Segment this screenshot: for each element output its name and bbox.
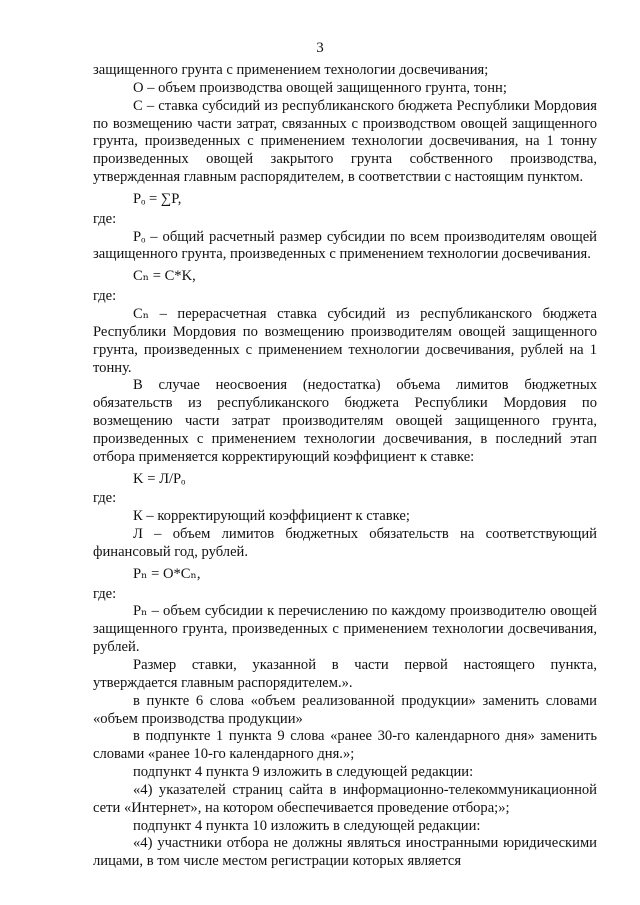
paragraph-rate-approval: Размер ставки, указанной в части первой настоящего пункта, утверждается главным распорядителем.». [93,657,597,691]
paragraph-definition-cn: Cₙ – перерасчетная ставка субсидий из республиканского бюджета Республики Мордовия по возмещению производителям овощей защищенного грунта, произведенных с применением технологии досвечивания, рублей на 1 тонну. [93,305,597,376]
paragraph-item-10-4: подпункт 4 пункта 10 изложить в следующей редакции: [133,817,481,834]
where-label: где: [93,210,117,227]
where-label: где: [93,490,117,507]
paragraph-continuation: защищенного грунта с применением технологии досвечивания; [93,62,489,78]
paragraph-item-9-4: подпункт 4 пункта 9 изложить в следующей редакции: [133,764,474,781]
paragraph-item-6: в пункте 6 слова «объем реализованной продукции» заменить словами «объем производства продукции» [93,692,597,727]
paragraph-shortfall: В случае неосвоения (недостатка) объема лимитов бюджетных обязательств из республиканского бюджета Республики Мордовия по возмещению части затрат производителям овощей защищенного грунта, произведенных с применением технологии досвечивания, в последний этап отбора применяется корректирующий коэффициент к ставке: [93,377,597,465]
paragraph-item-9-1: в подпункте 1 пункта 9 слова «ранее 30-го календарного дня» заменить словами «ранее 10-го календарного дня.»; [93,728,597,763]
paragraph-definition-pn: Pₙ – объем субсидии к перечислению по каждому производителю овощей защищенного грунта, произведенных с применением технологии досвечивания, рублей. [93,603,597,656]
document-body [93,62,597,871]
paragraph-definition-o: О – объем производства овощей защищенного грунта, тонн; [133,79,507,96]
paragraph-definition-po: Pₒ – общий расчетный размер субсидии по всем производителям овощей защищенного грунта, произведенных с применением технологии досвечивания. [93,228,597,263]
where-label: где: [93,585,117,602]
where-label: где: [93,288,117,305]
formula-cn: Cₙ = C*K, [133,268,196,285]
paragraph-definition-c: С – ставка субсидий из республиканского бюджета Республики Мордовия по возмещению части затрат, связанных с производством овощей защищенного грунта, произведенных с применением технологии досвечивания, на 1 тонну произведенных овощей закрытого грунта собственного производства, утвержденная главным распорядителем, в соответствии с настоящим пунктом. [93,97,597,186]
formula-k: K = Л/Pₒ [133,470,186,487]
formula-pn: Pₙ = O*Cₙ, [133,565,201,582]
page-number: 3 [316,40,324,56]
formula-po: Pₒ = ∑P, [133,190,182,207]
paragraph-definition-l: Л – объем лимитов бюджетных обязательств на соответствующий финансовый год, рублей. [93,526,597,560]
paragraph-item-10-4-text: «4) участники отбора не должны являться иностранными юридическими лицами, в том числе местом регистрации которых является [93,835,597,870]
paragraph-item-9-4-text: «4) указателей страниц сайта в информационно-телекоммуникационной сети «Интернет», на котором обеспечивается проведение отбора;»; [93,781,597,816]
paragraph-definition-k: К – корректирующий коэффициент к ставке; [133,508,410,525]
